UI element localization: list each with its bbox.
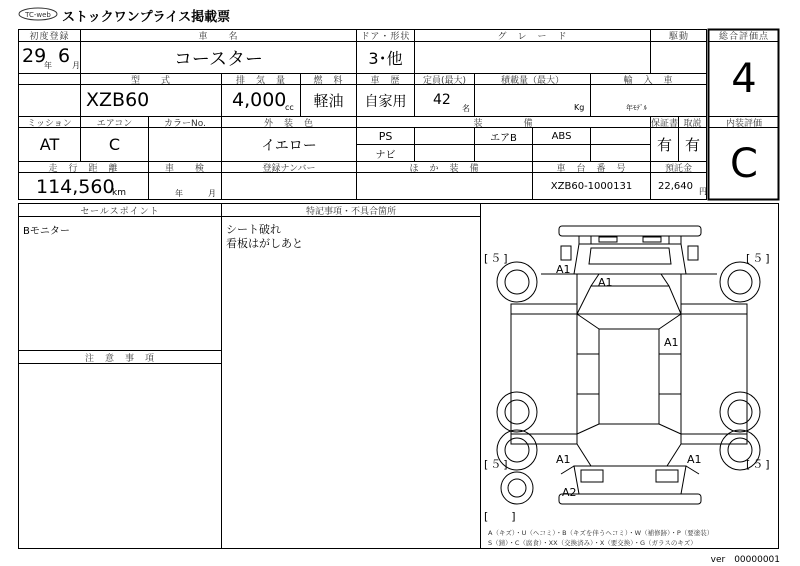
label-equipment: 装 備 (473, 118, 534, 129)
warranty-value: 有 (656, 136, 672, 154)
vehicle-damage-diagram (481, 204, 778, 548)
unit-year: 年 (44, 61, 52, 70)
label-car-name: 車 名 (198, 32, 239, 42)
label-drive: 駆動 (668, 32, 689, 42)
reg-year: 29 (22, 45, 47, 67)
label-reg-number: 登録ナンバー (262, 163, 316, 174)
displacement-value: 4,000 (232, 89, 287, 111)
special-note-2: 看板はがしあと (226, 237, 303, 250)
label-color-no: カラーNo. (164, 118, 206, 129)
damage-mark: A1 (664, 336, 679, 349)
logo-text: TC-web (25, 11, 51, 19)
unit-yen: 円 (699, 187, 707, 196)
mileage-value: 114,560 (36, 176, 115, 198)
label-load: 積載量（最大） (500, 75, 564, 86)
unit-kg: Kg (574, 103, 585, 112)
unit-cc: cc (285, 103, 294, 112)
label-ext-color: 外 装 色 (263, 118, 314, 129)
label-history: 車 歴 (370, 75, 401, 86)
label-overall-score: 総合評価点 (718, 32, 769, 42)
chassis-no-value: XZB60-1000131 (550, 180, 633, 192)
label-interior-score: 内装評価 (725, 118, 762, 129)
overall-score-value: 4 (731, 56, 757, 102)
car-name-value: コースター (173, 48, 264, 70)
label-mileage: 走 行 距 離 (48, 163, 119, 174)
label-fuel: 燃 料 (313, 75, 344, 86)
label-import: 輸 入 車 (623, 75, 674, 86)
label-door-type: ドア・形状 (360, 32, 411, 42)
label-grade: グ レ ー ド (497, 32, 568, 42)
legend-line-2: S（錆）・C（腐食）・XX（交換済み）・X（要交換）・G（ガラスのキズ） (488, 539, 697, 547)
model-value: XZB60 (86, 89, 150, 111)
label-sales-point: セールスポイント (80, 206, 160, 217)
bracket-top-right: [５] (746, 252, 772, 265)
bracket-bottom-right: [５] (746, 458, 772, 471)
label-other-equipment: ほ か 装 備 (409, 163, 480, 174)
door-type-value: 3･他 (368, 49, 403, 68)
ext-color-value: イエロー (261, 137, 317, 154)
equip-airbag: エアB (490, 132, 517, 144)
unit-km: km (112, 188, 126, 198)
label-caution: 注 意 事 項 (84, 353, 155, 364)
mission-value: AT (39, 135, 60, 154)
label-inspection: 車 検 (164, 163, 205, 174)
label-model: 型 式 (130, 75, 171, 86)
unit-insp-year: 年 (175, 189, 183, 198)
damage-mark: A2 (562, 486, 577, 499)
equip-navi: ナビ (375, 149, 396, 161)
bracket-bottom: [ ] (484, 510, 522, 523)
label-displacement: 排 気 量 (235, 75, 286, 86)
unit-month: 月 (72, 61, 80, 70)
label-chassis-no: 車 台 番 号 (556, 163, 627, 174)
label-capacity: 定員(最大) (422, 75, 467, 86)
version-label: ver 00000001 (710, 555, 780, 565)
label-warranty: 保証書 (651, 118, 679, 129)
sales-point-value: Bモニター (23, 226, 70, 237)
unit-persons: 名 (462, 104, 470, 113)
capacity-value: 42 (433, 92, 451, 108)
reg-month: 6 (58, 45, 71, 67)
unit-model-year: 年ﾓﾃﾞﾙ (626, 104, 647, 112)
fuel-value: 軽油 (313, 92, 344, 110)
interior-score-value: C (730, 140, 758, 187)
label-special-notes: 特記事項・不具合箇所 (305, 206, 396, 217)
unit-insp-month: 月 (208, 189, 216, 198)
manual-value: 有 (684, 136, 700, 154)
deposit-value: 22,640 (658, 181, 693, 192)
label-first-reg: 初度登録 (29, 32, 70, 42)
label-deposit: 預託金 (664, 163, 692, 174)
damage-mark: A1 (556, 263, 571, 276)
special-note-1: シート破れ (226, 223, 281, 236)
aircon-value: C (108, 135, 121, 154)
legend-line-1: A（キズ）・U（ヘコミ）・B（キズを伴うヘコミ）・W（補修跡）・P（要塗装） (488, 529, 714, 537)
bracket-bottom-left: [５] (484, 458, 510, 471)
equip-abs: ABS (551, 130, 572, 142)
page-title: ストックワンプライス掲載票 (62, 10, 231, 25)
damage-mark: A1 (556, 453, 571, 466)
label-aircon: エアコン (96, 118, 133, 129)
bracket-top-left: [５] (484, 252, 510, 265)
history-value: 自家用 (364, 93, 407, 110)
label-mission: ミッション (27, 118, 72, 129)
damage-mark: A1 (687, 453, 702, 466)
equip-ps: PS (378, 129, 393, 143)
damage-mark: A1 (598, 276, 613, 289)
label-manual: 取説 (683, 118, 702, 129)
